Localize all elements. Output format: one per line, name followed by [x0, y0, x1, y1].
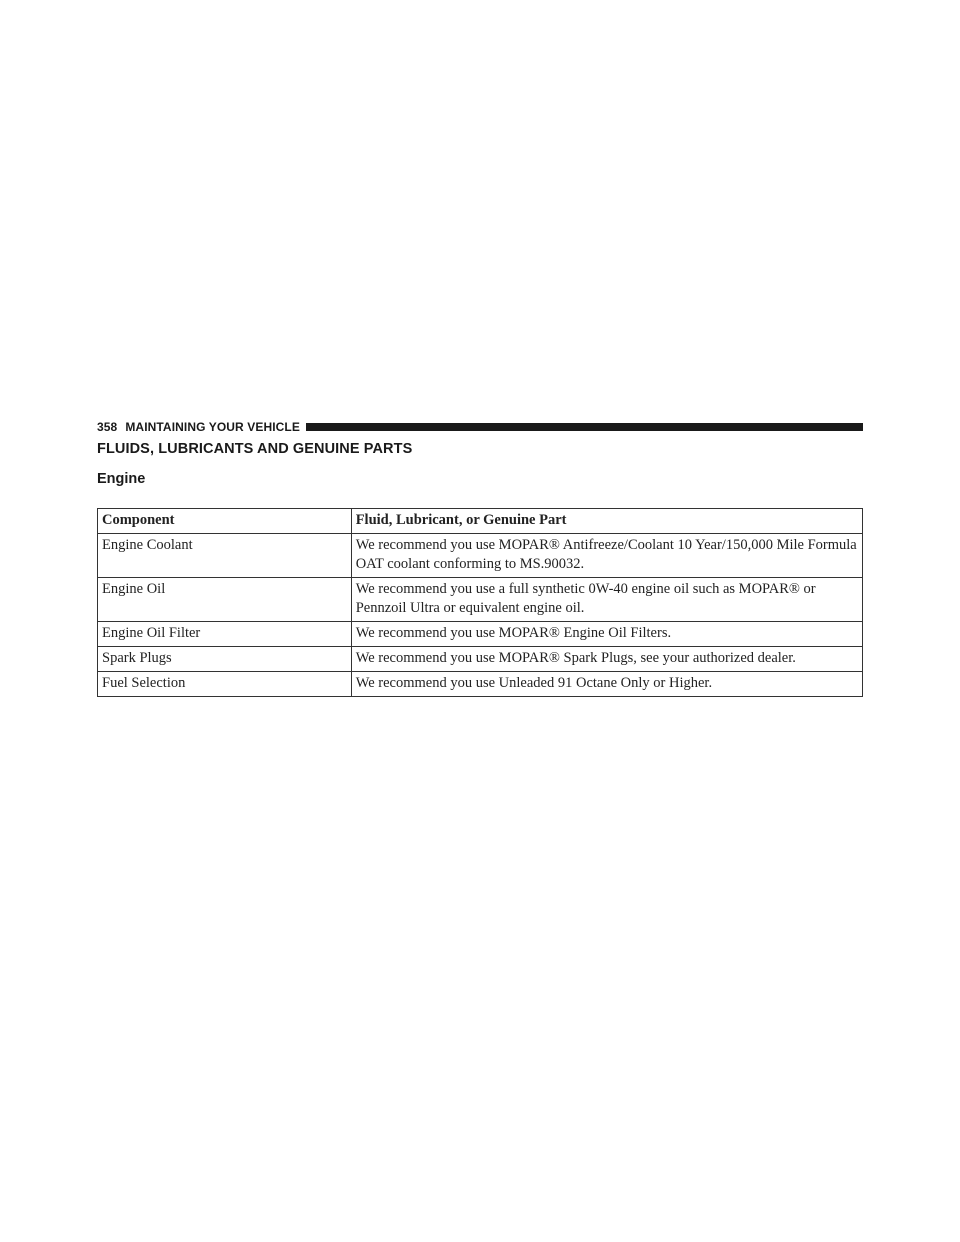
part-cell: We recommend you use MOPAR® Spark Plugs, see your authorized dealer.: [351, 647, 862, 672]
part-cell: We recommend you use a full synthetic 0W-40 engine oil such as MOPAR® or Pennzoil Ultra or equivalent engine oil.: [351, 578, 862, 622]
part-cell: We recommend you use Unleaded 91 Octane Only or Higher.: [351, 672, 862, 697]
column-header-part: Fluid, Lubricant, or Genuine Part: [351, 509, 862, 534]
table-row: [98, 672, 863, 697]
table-row: [98, 622, 863, 647]
page-header: [97, 419, 863, 435]
table-row: [98, 578, 863, 622]
subsection-title: Engine: [97, 471, 146, 487]
table-row: [98, 534, 863, 578]
part-cell: We recommend you use MOPAR® Engine Oil Filters.: [351, 622, 862, 647]
table-header-row: [98, 509, 863, 534]
part-cell: We recommend you use MOPAR® Antifreeze/Coolant 10 Year/150,000 Mile Formula OAT coolant conforming to MS.90032.: [351, 534, 862, 578]
page-number: 358: [97, 420, 118, 434]
column-header-component: Component: [98, 509, 352, 534]
component-cell: Engine Oil: [98, 578, 352, 622]
component-cell: Engine Coolant: [98, 534, 352, 578]
running-section-name: MAINTAINING YOUR VEHICLE: [125, 420, 300, 434]
component-cell: Fuel Selection: [98, 672, 352, 697]
table-row: [98, 647, 863, 672]
component-cell: Engine Oil Filter: [98, 622, 352, 647]
section-title: FLUIDS, LUBRICANTS AND GENUINE PARTS: [97, 441, 413, 457]
fluids-table: [97, 508, 863, 697]
component-cell: Spark Plugs: [98, 647, 352, 672]
header-rule: [306, 423, 863, 431]
